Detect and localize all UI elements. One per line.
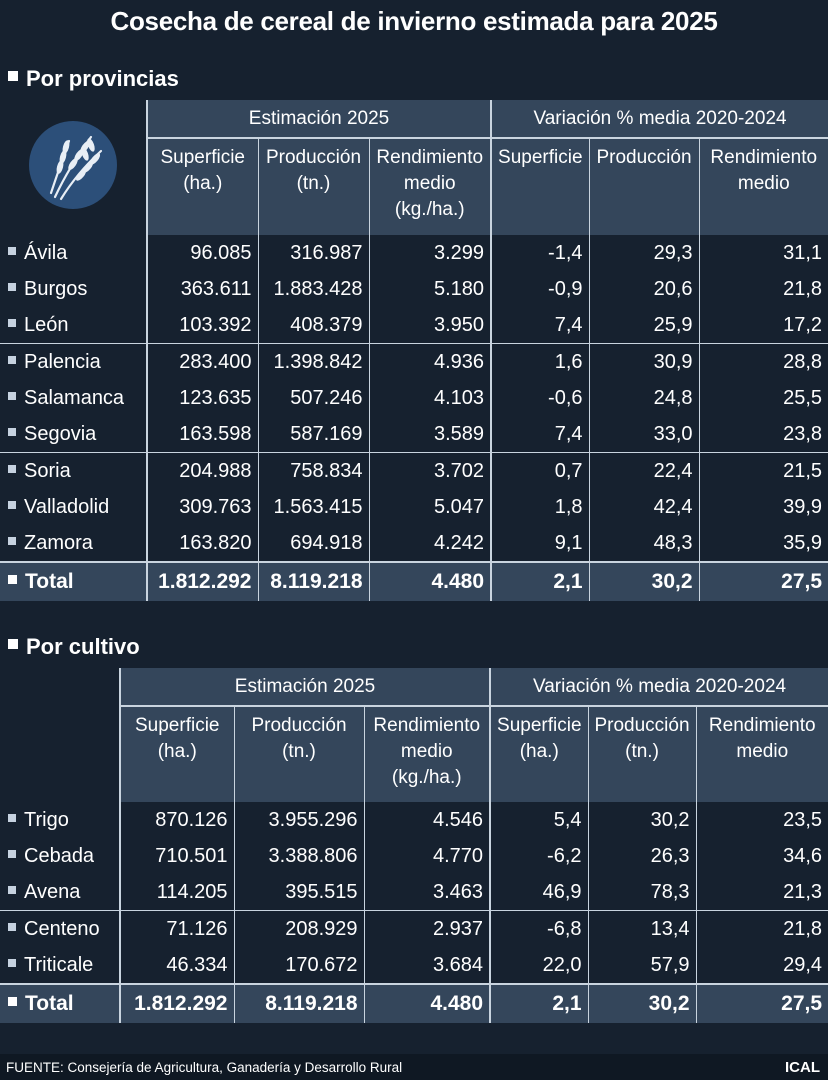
table-cell: 5.180 <box>369 271 491 307</box>
table-cell: 22,0 <box>490 947 588 984</box>
col-produccion-header: Producción (tn.) <box>258 138 369 235</box>
row-label-text: León <box>24 313 69 336</box>
table-cell: 0,7 <box>491 453 589 490</box>
table-cell: 4.936 <box>369 344 491 381</box>
group-estimacion-header: Estimación 2025 <box>147 100 491 138</box>
table-row <box>0 489 828 525</box>
table-cell: 363.611 <box>147 271 258 307</box>
table-cell: 96.085 <box>147 235 258 271</box>
col-var-superficie-header: Superficie <box>491 138 589 235</box>
table-cell: 78,3 <box>588 874 696 911</box>
table-cell: 21,8 <box>699 271 828 307</box>
table-row <box>0 525 828 562</box>
row-label-text: Trigo <box>24 808 69 831</box>
footer <box>0 1054 828 1080</box>
table-cell: 25,5 <box>699 380 828 416</box>
page-title: Cosecha de cereal de invierno estimada para 2025 <box>110 6 718 36</box>
row-label <box>0 489 147 525</box>
table-cell: 7,4 <box>491 307 589 344</box>
table-row <box>0 416 828 453</box>
table-cell: 4.546 <box>364 802 490 838</box>
table-cell: 5.047 <box>369 489 491 525</box>
table-row <box>0 235 828 271</box>
table-cell: 3.463 <box>364 874 490 911</box>
table-cell: 33,0 <box>589 416 699 453</box>
table-cell: 23,8 <box>699 416 828 453</box>
total-row <box>0 562 828 601</box>
table-cell: 30,9 <box>589 344 699 381</box>
row-label <box>0 802 120 838</box>
table-row <box>0 874 828 911</box>
table-cell: 39,9 <box>699 489 828 525</box>
table-row <box>0 453 828 490</box>
table-cell: 34,6 <box>696 838 828 874</box>
table-cell: 1,6 <box>491 344 589 381</box>
bullet-square-icon <box>8 319 16 327</box>
table-cell: 71.126 <box>120 911 234 948</box>
table-cell: 1,8 <box>491 489 589 525</box>
total-cell: 30,2 <box>589 562 699 601</box>
bullet-square-icon <box>8 247 16 255</box>
row-label-text: Triticale <box>24 953 94 976</box>
table-cell: 5,4 <box>490 802 588 838</box>
bullet-square-icon <box>8 71 18 81</box>
table-row <box>0 802 828 838</box>
row-label-text: Soria <box>24 459 71 482</box>
provincias-table <box>0 100 828 601</box>
table-cell: 114.205 <box>120 874 234 911</box>
table-cell: 170.672 <box>234 947 364 984</box>
table-cell: 21,3 <box>696 874 828 911</box>
bullet-square-icon <box>8 537 16 545</box>
bullet-square-icon <box>8 959 16 967</box>
cultivos-table <box>0 668 828 1023</box>
row-label-text: Palencia <box>24 350 101 373</box>
table-cell: 28,8 <box>699 344 828 381</box>
section-title-cultivo <box>8 634 140 660</box>
table-cell: 25,9 <box>589 307 699 344</box>
table-cell: 29,4 <box>696 947 828 984</box>
table-cell: 29,3 <box>589 235 699 271</box>
table-cell: 21,8 <box>696 911 828 948</box>
col-produccion-header: Producción (tn.) <box>234 706 364 802</box>
bullet-square-icon <box>8 575 17 584</box>
section-title-cultivo-label: Por cultivo <box>26 634 140 659</box>
total-label-text: Total <box>25 992 74 1015</box>
bullet-square-icon <box>8 886 16 894</box>
row-label <box>0 838 120 874</box>
table-cell: 4.242 <box>369 525 491 562</box>
table-cell: 4.770 <box>364 838 490 874</box>
total-cell: 27,5 <box>696 984 828 1023</box>
bullet-square-icon <box>8 923 16 931</box>
row-label <box>0 416 147 453</box>
table-cell: 48,3 <box>589 525 699 562</box>
table-cell: 1.563.415 <box>258 489 369 525</box>
total-cell: 8.119.218 <box>234 984 364 1023</box>
row-label <box>0 271 147 307</box>
row-label <box>0 235 147 271</box>
table-cell: 2.937 <box>364 911 490 948</box>
total-cell: 2,1 <box>491 562 589 601</box>
table-cell: 3.684 <box>364 947 490 984</box>
bullet-square-icon <box>8 639 18 649</box>
table-cell: 3.388.806 <box>234 838 364 874</box>
row-label-text: Burgos <box>24 277 88 300</box>
total-cell: 4.480 <box>369 562 491 601</box>
table-cell: 123.635 <box>147 380 258 416</box>
table-row <box>0 307 828 344</box>
total-label <box>0 562 147 601</box>
bullet-square-icon <box>8 465 16 473</box>
table-cell: 204.988 <box>147 453 258 490</box>
table-cell: -6,8 <box>490 911 588 948</box>
wheat-icon-cell <box>0 100 147 235</box>
table-cell: 395.515 <box>234 874 364 911</box>
table-cell: 163.598 <box>147 416 258 453</box>
table-cell: 507.246 <box>258 380 369 416</box>
row-label <box>0 307 147 344</box>
col-rendimiento-header: Rendimiento medio (kg./ha.) <box>364 706 490 802</box>
table-cell: 163.820 <box>147 525 258 562</box>
row-label-text: Salamanca <box>24 386 125 409</box>
table-cell: 35,9 <box>699 525 828 562</box>
bullet-square-icon <box>8 428 16 436</box>
total-cell: 1.812.292 <box>147 562 258 601</box>
table-cell: 46.334 <box>120 947 234 984</box>
table-cell: 587.169 <box>258 416 369 453</box>
table-row <box>0 838 828 874</box>
row-label <box>0 380 147 416</box>
table-cell: 3.955.296 <box>234 802 364 838</box>
table-row <box>0 380 828 416</box>
table-cell: 23,5 <box>696 802 828 838</box>
row-label-text: Avena <box>24 880 81 903</box>
table-cell: -6,2 <box>490 838 588 874</box>
total-row <box>0 984 828 1023</box>
row-label <box>0 947 120 984</box>
table-cell: 3.702 <box>369 453 491 490</box>
table-row <box>0 271 828 307</box>
col-var-superficie-header: Superficie (ha.) <box>490 706 588 802</box>
table-cell: -1,4 <box>491 235 589 271</box>
table-cell: 9,1 <box>491 525 589 562</box>
row-label <box>0 344 147 381</box>
table-cell: -0,9 <box>491 271 589 307</box>
table-cell: 3.299 <box>369 235 491 271</box>
table-cell: 283.400 <box>147 344 258 381</box>
table-cell: 31,1 <box>699 235 828 271</box>
table-cell: 694.918 <box>258 525 369 562</box>
col-var-rendimiento-header: Rendimiento medio <box>699 138 828 235</box>
source-note: FUENTE: Consejería de Agricultura, Ganadería y Desarrollo Rural <box>6 1060 403 1075</box>
total-cell: 1.812.292 <box>120 984 234 1023</box>
table-cell: 3.589 <box>369 416 491 453</box>
total-label <box>0 984 120 1023</box>
bullet-square-icon <box>8 814 16 822</box>
group-variacion-header: Variación % media 2020-2024 <box>491 100 828 138</box>
total-cell: 27,5 <box>699 562 828 601</box>
bullet-square-icon <box>8 997 17 1006</box>
bullet-square-icon <box>8 356 16 364</box>
row-label-text: Zamora <box>24 531 93 554</box>
col-var-rendimiento-header: Rendimiento medio <box>696 706 828 802</box>
table-cell: 26,3 <box>588 838 696 874</box>
table-cell: 103.392 <box>147 307 258 344</box>
table-cell: 4.103 <box>369 380 491 416</box>
col-var-produccion-header: Producción <box>589 138 699 235</box>
table-cell: 3.950 <box>369 307 491 344</box>
total-cell: 30,2 <box>588 984 696 1023</box>
bullet-square-icon <box>8 283 16 291</box>
table-cell: 316.987 <box>258 235 369 271</box>
row-label <box>0 911 120 948</box>
bullet-square-icon <box>8 392 16 400</box>
total-cell: 2,1 <box>490 984 588 1023</box>
col-rendimiento-header: Rendimiento medio (kg./ha.) <box>369 138 491 235</box>
table-cell: 17,2 <box>699 307 828 344</box>
table-cell: 710.501 <box>120 838 234 874</box>
row-label <box>0 525 147 562</box>
row-label-text: Segovia <box>24 422 97 445</box>
total-label-text: Total <box>25 570 74 593</box>
col-var-produccion-header: Producción (tn.) <box>588 706 696 802</box>
wheat-icon <box>25 117 121 213</box>
row-label-text: Centeno <box>24 917 100 940</box>
table-cell: 22,4 <box>589 453 699 490</box>
table-cell: 1.883.428 <box>258 271 369 307</box>
row-label-text: Ávila <box>24 241 68 264</box>
group-variacion-header: Variación % media 2020-2024 <box>490 668 828 706</box>
total-cell: 8.119.218 <box>258 562 369 601</box>
table-row <box>0 947 828 984</box>
table-cell: -0,6 <box>491 380 589 416</box>
table-cell: 870.126 <box>120 802 234 838</box>
section-title-provincias <box>8 66 179 92</box>
table-cell: 408.379 <box>258 307 369 344</box>
table-cell: 1.398.842 <box>258 344 369 381</box>
col-superficie-header: Superficie (ha.) <box>120 706 234 802</box>
table-cell: 7,4 <box>491 416 589 453</box>
total-cell: 4.480 <box>364 984 490 1023</box>
table-row <box>0 344 828 381</box>
table-cell: 20,6 <box>589 271 699 307</box>
row-label-text: Valladolid <box>24 495 110 518</box>
table-cell: 57,9 <box>588 947 696 984</box>
row-label <box>0 453 147 490</box>
table-cell: 208.929 <box>234 911 364 948</box>
table-row <box>0 911 828 948</box>
bullet-square-icon <box>8 501 16 509</box>
row-label-text: Cebada <box>24 844 95 867</box>
table-cell: 21,5 <box>699 453 828 490</box>
table-cell: 30,2 <box>588 802 696 838</box>
group-estimacion-header: Estimación 2025 <box>120 668 490 706</box>
table-cell: 309.763 <box>147 489 258 525</box>
table-cell: 42,4 <box>589 489 699 525</box>
table-cell: 46,9 <box>490 874 588 911</box>
table-cell: 24,8 <box>589 380 699 416</box>
section-title-provincias-label: Por provincias <box>26 66 179 91</box>
brand-logo: ICAL <box>785 1059 820 1076</box>
empty-corner-cell <box>0 668 120 802</box>
bullet-square-icon <box>8 850 16 858</box>
col-superficie-header: Superficie (ha.) <box>147 138 258 235</box>
table-cell: 758.834 <box>258 453 369 490</box>
row-label <box>0 874 120 911</box>
table-cell: 13,4 <box>588 911 696 948</box>
